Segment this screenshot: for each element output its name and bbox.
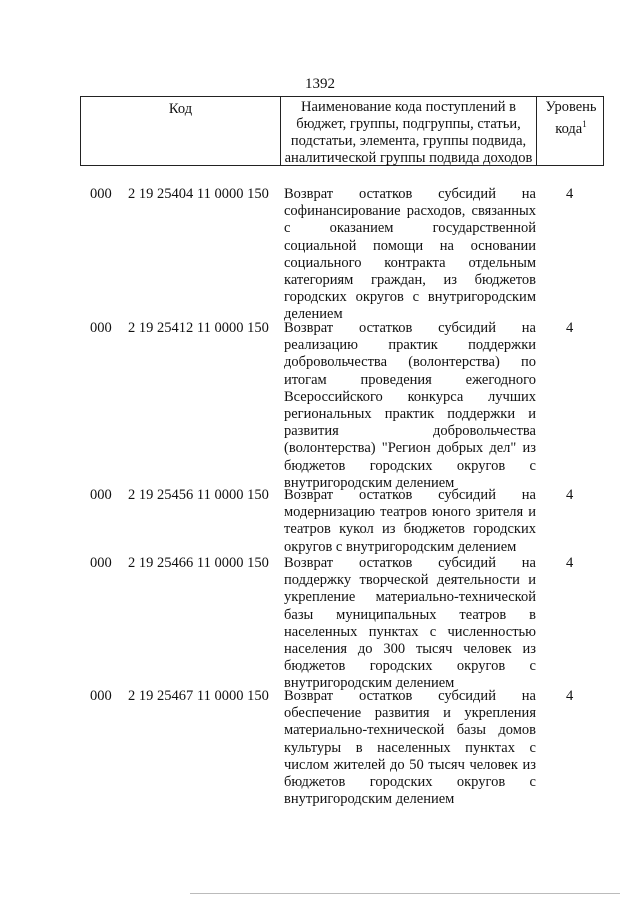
budget-code: 2 19 25466 11 0000 150 xyxy=(128,555,269,571)
header-level-footnote: 1 xyxy=(582,119,587,129)
group-code: 000 xyxy=(90,186,112,202)
header-name: Наименование кода поступлений в бюджет, группы, подгруппы, статьи, подстатьи, элемента, группы подвида, аналитической группы подвида доходов xyxy=(281,97,537,165)
budget-code: 2 19 25456 11 0000 150 xyxy=(128,487,269,503)
group-code: 000 xyxy=(90,555,112,571)
group-code: 000 xyxy=(90,487,112,503)
budget-code: 2 19 25404 11 0000 150 xyxy=(128,186,269,202)
scan-edge-line xyxy=(190,893,620,894)
header-code: Код xyxy=(81,97,281,165)
code-level: 4 xyxy=(566,487,574,503)
code-name: Возврат остатков субсидий на реализацию практик поддержки добровольчества (волонтерства) по итогам проведения ежегодного Всероссийского конкурса лучших региональных практик поддержки и развития добровольчества (волонтерства) "Регион добрых дел" из бюджетов городских округов с внутригородским делением xyxy=(284,320,536,491)
code-name: Возврат остатков субсидий на поддержку творческой деятельности и укрепление материально-технической базы муниципальных театров в населенных пунктах с численностью населения до 300 тысяч человек из бюджетов городских округов с внутригородским делением xyxy=(284,555,536,692)
code-level: 4 xyxy=(566,186,574,202)
code-level: 4 xyxy=(566,688,574,704)
code-name: Возврат остатков субсидий на софинансирование расходов, связанных с оказанием государственной социальной помощи на основании социального контракта отдельным категориям граждан, из бюджетов городских округов с внутригородским делением xyxy=(284,186,536,323)
budget-code: 2 19 25412 11 0000 150 xyxy=(128,320,269,336)
code-name: Возврат остатков субсидий на модернизацию театров юного зрителя и театров кукол из бюджетов городских округов с внутригородским делением xyxy=(284,487,536,555)
code-level: 4 xyxy=(566,320,574,336)
header-level-label: Уровень кода xyxy=(545,99,597,137)
table-header xyxy=(80,96,604,166)
page-number: 1392 xyxy=(305,76,335,92)
header-level xyxy=(537,97,605,165)
code-name: Возврат остатков субсидий на обеспечение развития и укрепления материально-технической базы домов культуры в населенных пунктах с числом жителей до 50 тысяч человек из бюджетов городских округов с внутригородским делением xyxy=(284,688,536,808)
budget-code: 2 19 25467 11 0000 150 xyxy=(128,688,269,704)
code-level: 4 xyxy=(566,555,574,571)
group-code: 000 xyxy=(90,688,112,704)
group-code: 000 xyxy=(90,320,112,336)
